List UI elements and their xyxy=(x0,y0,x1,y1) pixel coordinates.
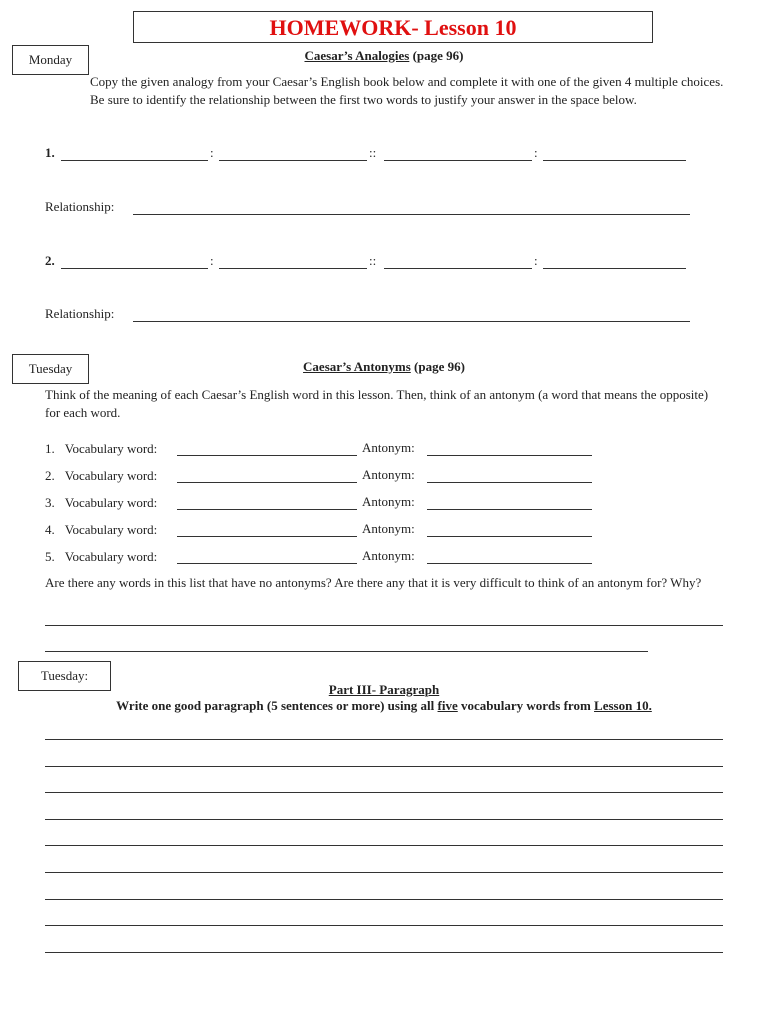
antonym-row xyxy=(45,467,157,485)
analogy-blank[interactable] xyxy=(384,268,532,269)
analogy-number: 2. xyxy=(45,253,55,268)
antonym-row xyxy=(45,548,157,566)
antonym-label: Antonym: xyxy=(362,494,415,509)
vocab-blank[interactable] xyxy=(177,509,357,510)
paragraph-instructions xyxy=(40,698,728,714)
paragraph-line[interactable] xyxy=(45,872,723,873)
antonym-blank[interactable] xyxy=(427,536,592,537)
analogy-blank[interactable] xyxy=(219,160,367,161)
analogy-blank[interactable] xyxy=(543,268,686,269)
analogy-blank[interactable] xyxy=(384,160,532,161)
analogy-blank[interactable] xyxy=(543,160,686,161)
analogy-colon: : xyxy=(534,253,538,268)
analogy-colon: : xyxy=(210,253,214,268)
analogies-instructions: Copy the given analogy from your Caesar’s English book below and complete it with one of the given 4 multiple choices. Be sure to identify the relationship between the first two words to justify your answer in the space below. xyxy=(90,74,724,107)
row-number: 4. xyxy=(45,522,55,537)
title-box xyxy=(133,11,653,43)
antonym-blank[interactable] xyxy=(427,482,592,483)
antonym-label: Antonym: xyxy=(362,467,415,482)
section-heading-antonyms xyxy=(200,359,568,375)
vocab-blank[interactable] xyxy=(177,536,357,537)
page-title: HOMEWORK- Lesson 10 xyxy=(269,15,517,40)
antonym-blank[interactable] xyxy=(427,563,592,564)
paragraph-line[interactable] xyxy=(45,925,723,926)
vocab-blank[interactable] xyxy=(177,482,357,483)
antonym-label: Antonym: xyxy=(362,521,415,536)
instr-part2: vocabulary words from xyxy=(457,698,595,713)
analogy-blank[interactable] xyxy=(219,268,367,269)
antonym-label: Antonym: xyxy=(362,440,415,455)
paragraph-line[interactable] xyxy=(45,952,723,953)
antonym-blank[interactable] xyxy=(427,455,592,456)
vocab-label: Vocabulary word: xyxy=(64,441,158,456)
paragraph-line[interactable] xyxy=(45,845,723,846)
vocab-label: Vocabulary word: xyxy=(64,495,158,510)
analogy-colon: : xyxy=(534,145,538,160)
antonym-row xyxy=(45,440,157,458)
relationship-blank[interactable] xyxy=(133,321,690,322)
vocab-label: Vocabulary word: xyxy=(64,468,158,483)
day-label-part3: Tuesday: xyxy=(18,661,111,691)
instr-five: five xyxy=(437,698,458,713)
relationship-label: Relationship: xyxy=(45,306,115,321)
heading-antonyms-title: Caesar’s Antonyms xyxy=(303,359,411,374)
antonyms-instructions: Think of the meaning of each Caesar’s English word in this lesson. Then, think of an antonym (a word that means the opposite) for each word. xyxy=(45,387,709,420)
analogy-number: 1. xyxy=(45,145,55,160)
answer-line[interactable] xyxy=(45,625,723,626)
row-number: 3. xyxy=(45,495,55,510)
vocab-blank[interactable] xyxy=(177,455,357,456)
vocab-label: Vocabulary word: xyxy=(64,522,158,537)
antonyms-question: Are there any words in this list that have no antonyms? Are there any that it is very difficult to think of an antonym for? Why? xyxy=(45,575,702,590)
antonym-blank[interactable] xyxy=(427,509,592,510)
heading-analogies-title: Caesar’s Analogies xyxy=(304,48,410,63)
analogy-double-colon: :: xyxy=(369,253,377,268)
paragraph-line[interactable] xyxy=(45,766,723,767)
paragraph-line[interactable] xyxy=(45,899,723,900)
row-number: 5. xyxy=(45,549,55,564)
row-number: 2. xyxy=(45,468,55,483)
vocab-blank[interactable] xyxy=(177,563,357,564)
paragraph-line[interactable] xyxy=(45,792,723,793)
vocab-label: Vocabulary word: xyxy=(64,549,158,564)
analogy-double-colon: :: xyxy=(369,145,377,160)
instr-part1: Write one good paragraph (5 sentences or more) using all xyxy=(116,698,438,713)
analogy-colon: : xyxy=(210,145,214,160)
relationship-label: Relationship: xyxy=(45,199,115,214)
paragraph-line[interactable] xyxy=(45,739,723,740)
analogy-blank[interactable] xyxy=(61,160,208,161)
day-label-monday: Monday xyxy=(12,45,89,75)
instr-lesson: Lesson 10. xyxy=(594,698,652,713)
analogy-blank[interactable] xyxy=(61,268,208,269)
heading-antonyms-page: (page 96) xyxy=(410,359,465,374)
relationship-blank[interactable] xyxy=(133,214,690,215)
row-number: 1. xyxy=(45,441,55,456)
antonym-row xyxy=(45,521,157,539)
antonym-label: Antonym: xyxy=(362,548,415,563)
answer-line[interactable] xyxy=(45,651,648,652)
antonym-row xyxy=(45,494,157,512)
section-heading-paragraph: Part III- Paragraph xyxy=(328,682,440,697)
heading-analogies-page: (page 96) xyxy=(409,48,464,63)
paragraph-line[interactable] xyxy=(45,819,723,820)
day-label-tuesday: Tuesday xyxy=(12,354,89,384)
section-heading-analogies xyxy=(200,48,568,64)
